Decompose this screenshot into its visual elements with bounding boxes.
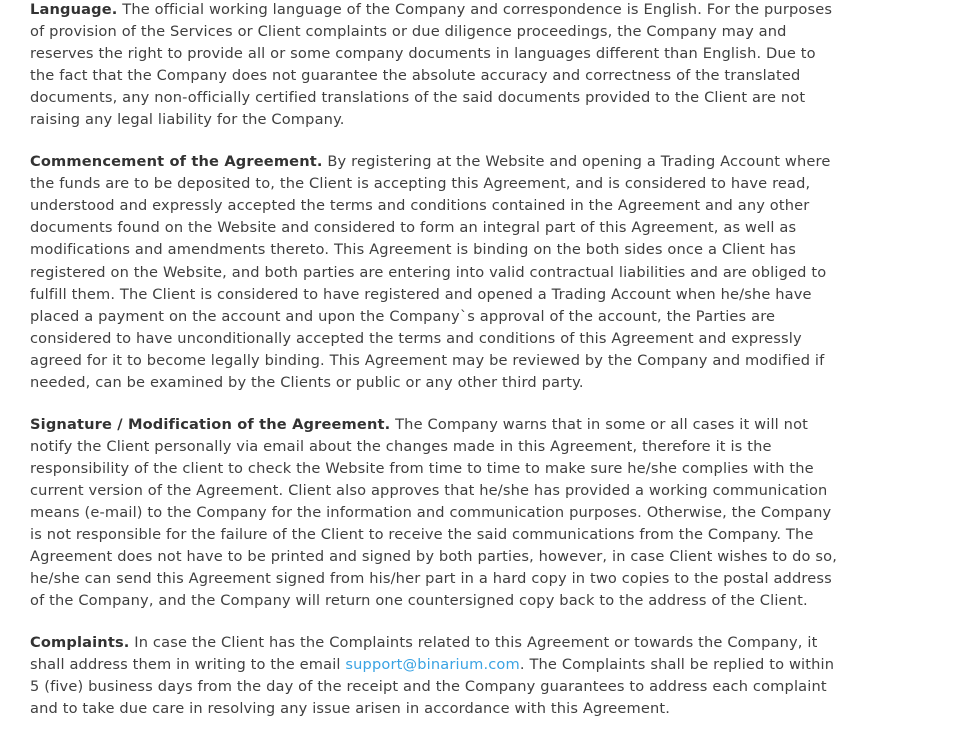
- section-heading: Signature / Modification of the Agreement.: [30, 415, 391, 433]
- section-complaints: [30, 632, 842, 720]
- section-heading: Commencement of the Agreement.: [30, 153, 323, 171]
- section-text: In case the Client has the Complaints related to this Agreement or towards the Company, it shall address them in writing to the email: [30, 634, 818, 674]
- section-text: The Company warns that in some or all cases it will not notify the Client personally via email about the changes made in this Agreement, therefore it is the responsibility of the client to check the Website from time to time to make sure he/she complies with the current version of the Agreement. Client also approves that he/she has provided a working communication means (e-mail) to the Company for the information and communication purposes. Otherwise, the Company is not responsible for the failure of the Client to receive the said communications from the Company. The Agreement does not have to be printed and signed by both parties, however, in case Client wishes to do so, he/she can send this Agreement signed from his/her part in a hard copy in two copies to the postal address of the Company, and the Company will return one countersigned copy back to the address of the Client.: [30, 415, 838, 610]
- section-text: . The Complaints shall be replied to within 5 (five) business days from the day of the receipt and the Company guarantees to address each complaint and to take due care in resolving any issue arisen in accordance with this Agreement.: [30, 656, 835, 718]
- section-signature-modification: [30, 414, 842, 612]
- section-text: By registering at the Website and opening a Trading Account where the funds are to be deposited to, the Client is accepting this Agreement, and is considered to have read, understood and expressly accepted the terms and conditions contained in the Agreement and any other documents found on the Website and considered to form an integral part of this Agreement, as well as modifications and amendments thereto. This Agreement is binding on the both sides once a Client has registered on the Website, and both parties are entering into valid contractual liabilities and are obliged to fulfill them. The Client is considered to have registered and opened a Trading Account when he/she have placed a payment on the account and upon the Company`s approval of the account, the Parties are considered to have unconditionally accepted the terms and conditions of this Agreement and expressly agreed for it to become legally binding. This Agreement may be reviewed by the Company and modified if needed, can be examined by the Clients or public or any other third party.: [30, 153, 831, 391]
- section-text: The official working language of the Company and correspondence is English. For the purposes of provision of the Services or Client complaints or due diligence proceedings, the Company may and reserves the right to provide all or some company documents in languages different than English. Due to the fact that the Company does not guarantee the absolute accuracy and correctness of the translated documents, any non-officially certified translations of the said documents provided to the Client are not raising any legal liability for the Company.: [30, 1, 833, 129]
- support-email-link[interactable]: support@binarium.com: [345, 656, 520, 674]
- section-heading: Language.: [30, 1, 118, 18]
- section-language: [30, 0, 842, 131]
- section-heading: Complaints.: [30, 634, 130, 652]
- agreement-content: [30, 0, 842, 740]
- section-commencement: [30, 151, 842, 394]
